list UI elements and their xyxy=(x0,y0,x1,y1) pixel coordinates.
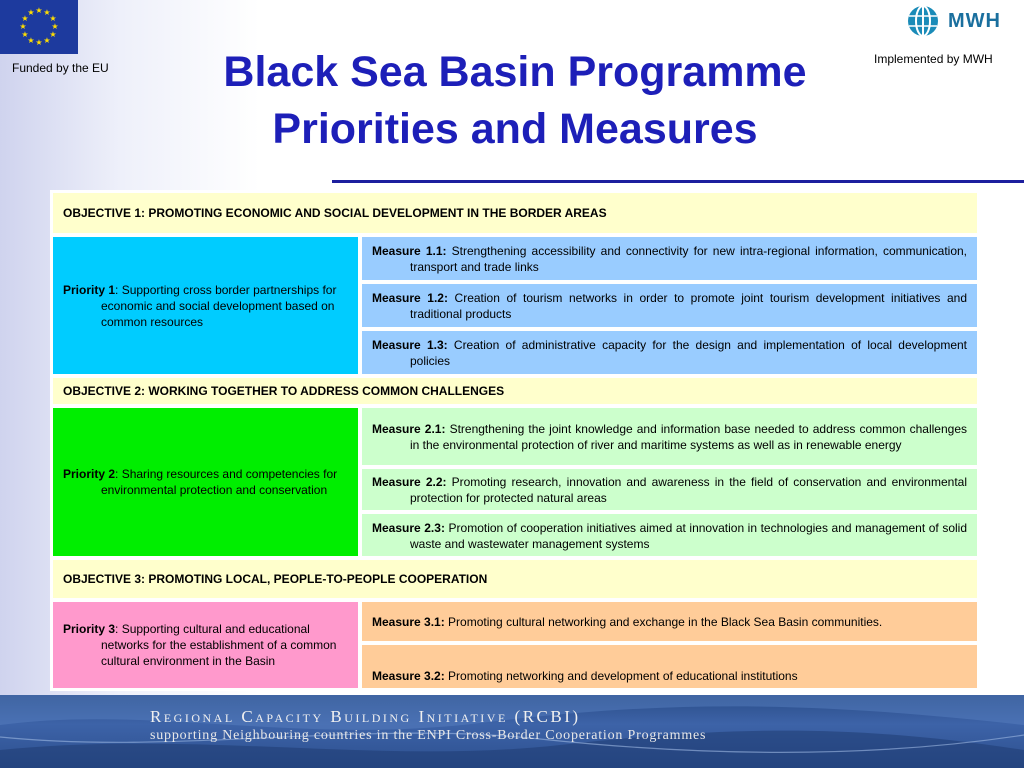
priority-3-row xyxy=(51,600,979,690)
priority-1-cell xyxy=(51,235,360,376)
priority-3-measures xyxy=(360,600,979,690)
measure-2-3-text xyxy=(372,520,967,552)
objective-2-heading: OBJECTIVE 2: WORKING TOGETHER TO ADDRESS COMMON CHALLENGES xyxy=(51,376,979,406)
footer-title: Regional Capacity Building Initiative (RCBI) xyxy=(150,707,581,726)
measure-3-1-text xyxy=(372,614,882,630)
funded-label: Funded by the EU xyxy=(12,61,109,75)
title-divider xyxy=(332,180,1024,183)
svg-text:★: ★ xyxy=(49,14,57,23)
measure-3-2-label: Measure 3.2: xyxy=(372,669,445,683)
measure-2-2 xyxy=(360,467,979,512)
measure-1-1-label: Measure 1.1: xyxy=(372,244,447,258)
svg-text:★: ★ xyxy=(35,6,43,15)
priority-1-text xyxy=(63,282,348,330)
svg-text:★: ★ xyxy=(51,22,59,31)
measure-2-2-description: Promoting research, innovation and awareness in the field of conservation and environmental protection for protected natural areas xyxy=(410,475,967,505)
measure-3-2-text xyxy=(372,668,798,684)
measure-3-2 xyxy=(360,643,979,690)
priority-2-description: : Sharing resources and competencies for environmental protection and conservation xyxy=(101,467,338,497)
priority-2-cell xyxy=(51,406,360,558)
priority-1-measures xyxy=(360,235,979,376)
svg-text:★: ★ xyxy=(43,8,51,17)
priority-1-description: : Supporting cross border partnerships for economic and social development based on common resources xyxy=(101,282,337,329)
priority-1-label: Priority 1 xyxy=(63,282,116,297)
priority-3-text xyxy=(63,621,348,669)
measure-2-3-description: Promotion of cooperation initiatives aimed at innovation in technologies and management of solid waste and wastewater management systems xyxy=(410,520,968,551)
priority-2-text xyxy=(63,466,348,498)
measure-1-3-description: Creation of administrative capacity for the design and implementation of local development policies xyxy=(410,338,968,368)
objective-1-heading: OBJECTIVE 1: PROMOTING ECONOMIC AND SOCIAL DEVELOPMENT IN THE BORDER AREAS xyxy=(51,191,979,235)
globe-icon xyxy=(906,4,940,38)
measure-1-2 xyxy=(360,282,979,329)
page-title xyxy=(150,44,880,158)
priority-2-row xyxy=(51,406,979,558)
implemented-label: Implemented by MWH xyxy=(874,52,993,66)
footer-subtitle: supporting Neighbouring countries in the ENPI Cross-Border Cooperation Programmes xyxy=(150,728,707,743)
svg-text:★: ★ xyxy=(21,14,29,23)
svg-text:★: ★ xyxy=(27,36,35,45)
footer-banner xyxy=(0,695,1024,768)
objective-3-heading: OBJECTIVE 3: PROMOTING LOCAL, PEOPLE-TO-PEOPLE COOPERATION xyxy=(51,558,979,600)
priority-3-label: Priority 3 xyxy=(63,622,116,636)
measure-3-1-description: Promoting cultural networking and exchange in the Black Sea Basin communities. xyxy=(444,615,883,629)
svg-text:★: ★ xyxy=(49,30,57,39)
measure-2-1-description: Strengthening the joint knowledge and information base needed to address common challenges in the environmental protection of river and maritime systems as well as in renewable energy xyxy=(410,422,967,452)
measure-1-2-description: Creation of tourism networks in order to promote joint tourism development initiatives and traditional products xyxy=(410,291,968,321)
title-line-1: Black Sea Basin Programme xyxy=(223,48,807,96)
priority-2-label: Priority 2 xyxy=(63,467,116,481)
measure-3-1 xyxy=(360,600,979,643)
priorities-table xyxy=(50,190,980,691)
svg-text:★: ★ xyxy=(21,30,29,39)
svg-text:★: ★ xyxy=(19,22,27,31)
measure-2-2-label: Measure 2.2: xyxy=(372,475,447,489)
measure-2-3 xyxy=(360,512,979,558)
mwh-logo xyxy=(906,3,1018,39)
objective-2-row xyxy=(51,376,979,406)
mwh-logo-text: MWH xyxy=(948,9,1001,32)
measure-2-3-label: Measure 2.3: xyxy=(372,520,445,535)
priority-2-measures xyxy=(360,406,979,558)
svg-text:★: ★ xyxy=(27,8,35,17)
measure-3-1-label: Measure 3.1: xyxy=(372,615,445,629)
measure-2-1-label: Measure 2.1: xyxy=(372,422,446,436)
priority-1-row xyxy=(51,235,979,376)
measure-1-1 xyxy=(360,235,979,282)
title-line-2: Priorities and Measures xyxy=(272,105,758,153)
measure-1-1-text xyxy=(372,243,967,275)
measure-1-2-label: Measure 1.2: xyxy=(372,291,448,305)
eu-flag-icon xyxy=(0,0,78,54)
measure-1-3-label: Measure 1.3: xyxy=(372,338,448,352)
measure-2-2-text xyxy=(372,474,967,506)
measure-1-1-description: Strengthening accessibility and connectivity for new intra-regional information, communication, transport and trade links xyxy=(410,244,967,274)
svg-text:★: ★ xyxy=(35,38,43,47)
measure-1-3 xyxy=(360,329,979,376)
measure-1-3-text xyxy=(372,337,967,369)
objective-1-row xyxy=(51,191,979,235)
priority-3-cell xyxy=(51,600,360,690)
measure-3-2-description: Promoting networking and development of educational institutions xyxy=(444,669,798,683)
measure-2-1 xyxy=(360,406,979,467)
measure-1-2-text xyxy=(372,290,967,322)
objective-3-row xyxy=(51,558,979,600)
measure-2-1-text xyxy=(372,421,967,453)
eu-stars xyxy=(0,0,78,54)
priority-3-description: : Supporting cultural and educational networks for the establishment of a common cultural environment in the Basin xyxy=(101,622,337,668)
svg-text:★: ★ xyxy=(43,36,51,45)
